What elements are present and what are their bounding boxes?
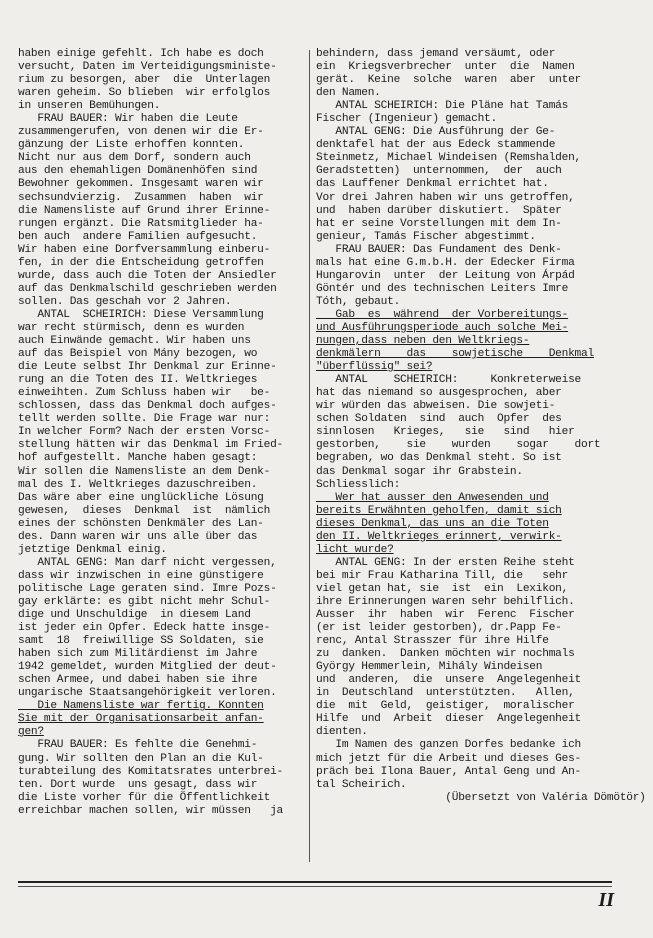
paragraph: ANTAL SCHEIRICH: Die Pläne hat Tamás Fischer (Ingenieur) gemacht. [316, 100, 569, 126]
paragraph: FRAU BAUER: Wir haben die Leute zusammengerufen, von denen wir die Er- gänzung der Liste erhoffen konnten. Nicht nur aus dem Dorf, sondern auch aus den ehemahligen Domänenhöfen sind Bewohner gekommen. Insgesamt waren wir sechsundvierzig. Zusammen haben wir die Namensliste auf Grund ihrer Erinne- rungen ergänzt. Die Ratsmitglieder ha- ben auch andere Familien aufgesucht. Wir haben eine Dorfversammlung einberu- fen, in der die Entscheidung getroffen wurde, dass auch die Toten der Ansiedler auf das Denkmalschild geschrieben werden sollen. Das geschah vor 2 Jahren. [18, 113, 277, 308]
translator-credit: (Übersetzt von Valéria Dömötör) [316, 791, 646, 804]
footer-rule-thin [18, 886, 612, 887]
paragraph: ANTAL GENG: Man darf nicht vergessen, dass wir inzwischen in eine günstigere politische Lage geraten sind. Imre Pozs- gay erklärte: es gibt nicht mehr Schul- dige und Unschuldige in diesem Land ist jeder ein Opfer. Edeck hatte insge- samt 18 freiwillige SS Soldaten, sie haben sich zum Militärdienst im Jahre 1942 gemeldet, wurden Mitglied der deut- schen Armee, und dabei haben sie ihre ungarische Staatsangehörigkeit verloren. [18, 556, 277, 700]
paragraph: Im Namen des ganzen Dorfes bedanke ich mich jetzt für die Arbeit und dieses Ges- präch bei Ilona Bauer, Antal Geng und An- tal Scheirich. [316, 739, 582, 791]
paragraph: ANTAL GENG: Die Ausführung der Ge- denktafel hat der aus Edeck stammende Steinmetz, Michael Windeisen (Remshalden, Geradstetten) unternommen, der auch das Lauffener Denkmal errichtet hat. Vor drei Jahren haben wir uns getroffen, und haben darüber diskutiert. Später hat er seine Vorstellungen mit dem In- genieur, Tamás Fischer abgestimmt. [316, 126, 582, 243]
paragraph: haben einige gefehlt. Ich habe es doch versucht, Daten im Verteidigungsministe- rium zu besorgen, aber die Unterlagen waren geheim. So blieben wir erfolglos in unseren Bemühungen. [18, 48, 277, 113]
right-text-column [316, 48, 646, 805]
column-divider [309, 50, 310, 862]
left-text-column [18, 48, 304, 818]
interview-question: Gab es während der Vorbereitungs- und Ausführungsperiode auch solche Mei- nungen,dass neben den Weltkriegs- denkmälern das sowjetische Denkmal "überflüssig" sei? [316, 308, 594, 374]
paragraph: ANTAL SCHEIRICH: Diese Versammlung war recht stürmisch, denn es wurden auch Einwände gemacht. Wir haben uns auf das Beispiel von Mány bezogen, wo die Leute selbst Ihr Denkmal zur Erinne- rung an die Toten des II. Weltkrieges einweihten. Zum Schluss haben wir be- schlossen, dass das Denkmal doch aufges- tellt werden sollte. Die Frage war nur: In welcher Form? Nach der ersten Vorsc- stellung hätten wir das Denkmal im Fried- hof aufgestellt. Manche haben gesagt: Wir sollen die Namensliste an dem Denk- mal des I. Weltkrieges dazuschreiben. Das wäre aber eine unglückliche Lösung gewesen, dieses Denkmal ist nämlich eines der schönsten Denkmäler des Lan- des. Dann waren wir uns alle über das jetztige Denkmal einig. [18, 308, 284, 556]
interview-question: Die Namensliste war fertig. Konnten Sie mit der Organisationsarbeit anfan- gen? [18, 700, 264, 739]
paragraph: FRAU BAUER: Das Fundament des Denk- mals hat eine G.m.b.H. der Edecker Firma Hungarovin unter der Leitung von Árpád Göntér und des technischen Leiters Imre Tóth, gebaut. [316, 243, 575, 308]
paragraph: FRAU BAUER: Es fehlte die Genehmi- gung. Wir sollten den Plan an die Kul- turabteilung des Komitatsrates unterbrei- ten. Dort wurde uns gesagt, dass wir die Liste vorher für die Öffentlichkeit erreichbar machen sollen, wir müssen ja [18, 739, 284, 817]
paragraph: ANTAL SCHEIRICH: Konkreterweise hat das niemand so ausgesprochen, aber wir würden das abweisen. Die sowjeti- schen Soldaten sind auch Opfer des sinnlosen Krieges, sie sind hier gestorben, sie wurden sogar dort begraben, wo das Denkmal steht. So ist das Denkmal sogar ihr Grabstein. Schliesslich: [316, 374, 601, 491]
page-number: II [598, 889, 614, 911]
paragraph: ANTAL GENG: In der ersten Reihe steht bei mir Frau Katharina Till, die sehr viel getan hat, sie ist ein Lexikon, ihre Erinnerungen waren sehr behilflich. Ausser ihr haben wir Ferenc Fischer (er ist leider gestorben), dr.Papp Fe- renc, Antal Strasszer für ihre Hilfe zu danken. Danken möchten wir nochmals György Hemmerlein, Mihály Windeisen und anderen, die unsere Angelegenheit in Deutschland unterstützten. Allen, die mit Geld, geistiger, moralischer Hilfe und Arbeit dieser Angelegenheit dienten. [316, 556, 582, 739]
interview-question: Wer hat ausser den Anwesenden und bereits Erwähnten geholfen, damit sich dieses Denkmal, das uns an die Toten den II. Weltkrieges erinnert, verwirk- licht wurde? [316, 491, 562, 556]
paragraph: behindern, dass jemand versäumt, oder ein Kriegsverbrecher unter die Namen gerät. Keine solche waren aber unter den Namen. [316, 48, 582, 100]
footer-rule [18, 881, 612, 883]
